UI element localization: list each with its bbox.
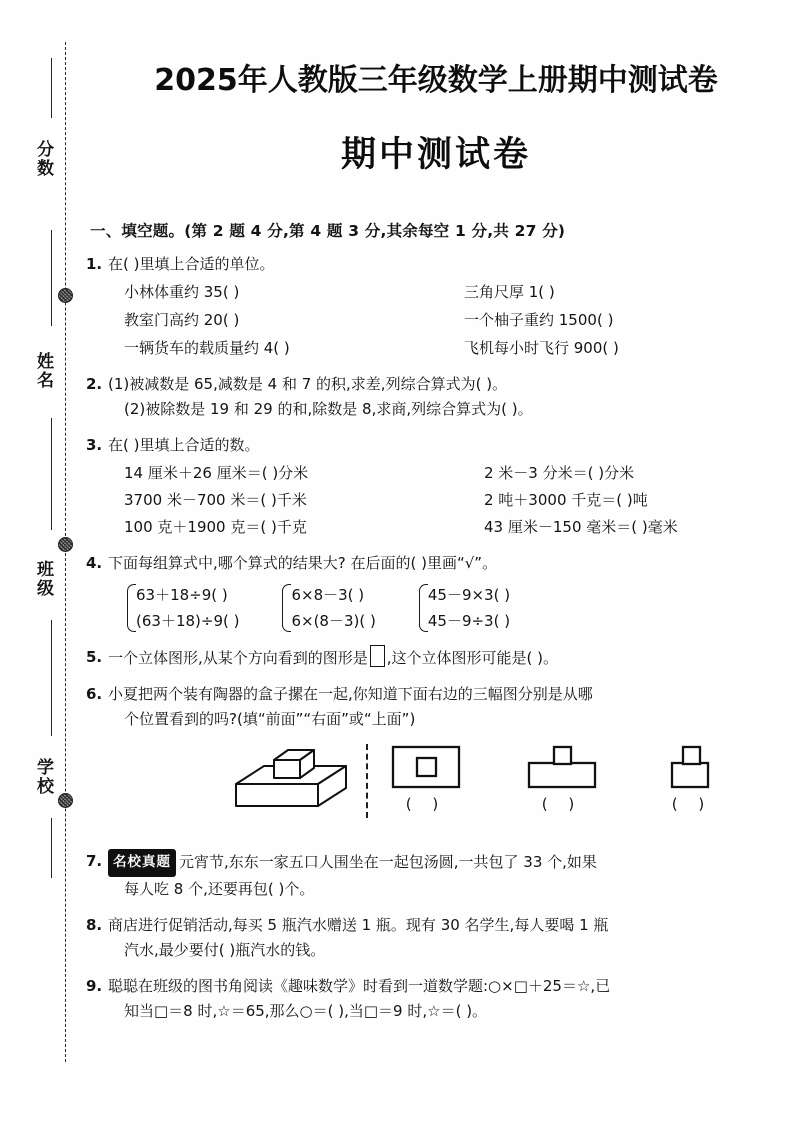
sidebar-rule	[51, 418, 52, 530]
seal-mark-icon	[58, 793, 73, 808]
front-view-icon	[526, 744, 598, 790]
question-1	[86, 252, 786, 361]
view-top	[390, 744, 462, 817]
view-front	[526, 744, 598, 817]
question-4	[86, 551, 786, 634]
binding-sidebar	[0, 0, 78, 1122]
sidebar-label-score: 分数	[33, 140, 53, 178]
question-line: 汽水,最少要付( )瓶汽水的钱。	[124, 941, 326, 959]
shape-rectangle-icon	[370, 645, 385, 667]
expression: 63＋18÷9( )	[136, 586, 228, 604]
question-number: 2.	[86, 375, 103, 393]
unit-item: 一辆货车的载质量约 4( )	[124, 339, 290, 357]
conversion-item: 100 克＋1900 克＝( )千克	[124, 518, 307, 536]
question-text: 元宵节,东东一家五口人围坐在一起包汤圆,一共包了 33 个,如果	[179, 853, 597, 871]
view-figures	[390, 744, 722, 817]
answer-parenthesis: ( )	[541, 795, 583, 813]
sidebar-rule	[51, 230, 52, 326]
conversion-item: 3700 米－700 米＝( )千米	[124, 491, 307, 509]
binding-dashed-line	[65, 42, 66, 1062]
question-number: 1.	[86, 255, 103, 273]
question-5	[86, 645, 786, 671]
answer-parenthesis: ( )	[405, 795, 447, 813]
page-title: 期中测试卷	[340, 135, 531, 175]
question-stem: 在( )里填上合适的数。	[108, 436, 260, 454]
seal-mark-icon	[58, 537, 73, 552]
view-right	[662, 744, 722, 817]
unit-item: 教室门高约 20( )	[124, 311, 240, 329]
question-number: 5.	[86, 648, 103, 666]
unit-fill-grid	[108, 279, 786, 361]
expression: 45－9×3( )	[427, 586, 511, 604]
section-heading: 一、填空题。(第 2 题 4 分,第 4 题 3 分,其余每空 1 分,共 27 分)	[90, 222, 566, 240]
sidebar-label-school: 学校	[33, 758, 53, 796]
solid-figure-icon	[226, 744, 356, 816]
brace-group	[124, 582, 239, 634]
left-brace-icon	[279, 582, 290, 634]
figure-divider	[366, 744, 368, 818]
question-line: (2)被除数是 19 和 29 的和,除数是 8,求商,列综合算式为( )。	[124, 400, 533, 418]
paper-content	[86, 0, 786, 1024]
question-stem: 在( )里填上合适的单位。	[108, 255, 275, 273]
unit-item: 三角尺厚 1( )	[464, 283, 555, 301]
question-line: 知当□＝8 时,☆＝65,那么○＝( ),当□＝9 时,☆＝( )。	[124, 1002, 488, 1020]
brace-groups	[108, 582, 786, 634]
question-7	[86, 849, 786, 902]
status-badge: 名校真题	[108, 849, 176, 877]
question-line: (1)被减数是 65,减数是 4 和 7 的积,求差,列综合算式为( )。	[108, 375, 508, 393]
question-number: 8.	[86, 916, 103, 934]
question-3	[86, 433, 786, 540]
brace-group	[279, 582, 375, 634]
question-6	[86, 682, 786, 838]
question-6-figures	[108, 742, 786, 838]
conversion-item: 2 吨＋3000 千克＝( )吨	[484, 491, 648, 509]
expression: 6×8－3( )	[291, 586, 365, 604]
sidebar-rule	[51, 818, 52, 878]
question-line: 小夏把两个装有陶器的盒子摞在一起,你知道下面右边的三幅图分别是从哪	[108, 685, 593, 703]
question-number: 9.	[86, 977, 103, 995]
question-number: 4.	[86, 554, 103, 572]
brace-group	[416, 582, 510, 634]
question-number: 3.	[86, 436, 103, 454]
question-line: 商店进行促销活动,每买 5 瓶汽水赠送 1 瓶。现有 30 名学生,每人要喝 1 瓶	[108, 916, 609, 934]
expression: (63＋18)÷9( )	[136, 612, 240, 630]
unit-item: 小林体重约 35( )	[124, 283, 240, 301]
question-line	[108, 645, 786, 671]
sidebar-label-class: 班级	[33, 560, 53, 598]
question-line: 每人吃 8 个,还要再包( )个。	[124, 880, 315, 898]
sidebar-rule	[51, 620, 52, 736]
top-view-icon	[390, 744, 462, 790]
question-9	[86, 974, 786, 1024]
conversion-item: 14 厘米＋26 厘米＝( )分米	[124, 464, 309, 482]
question-line: 聪聪在班级的图书角阅读《趣味数学》时看到一道数学题:○×□＋25＝☆,已	[108, 977, 611, 995]
left-brace-icon	[124, 582, 135, 634]
question-8	[86, 913, 786, 963]
conversion-grid	[108, 460, 786, 540]
document-title: 2025年人教版三年级数学上册期中测试卷	[154, 63, 718, 98]
question-line	[108, 849, 786, 877]
expression: 45－9÷3( )	[427, 612, 511, 630]
unit-item: 一个柚子重约 1500( )	[464, 311, 614, 329]
expression: 6×(8－3)( )	[291, 612, 376, 630]
question-number: 6.	[86, 685, 103, 703]
right-view-icon	[662, 744, 722, 790]
question-text-part1: 一个立体图形,从某个方向看到的图形是	[108, 649, 368, 667]
unit-item: 飞机每小时飞行 900( )	[464, 339, 619, 357]
seal-mark-icon	[58, 288, 73, 303]
answer-parenthesis: ( )	[671, 795, 713, 813]
conversion-item: 43 厘米－150 毫米＝( )毫米	[484, 518, 678, 536]
sidebar-rule	[51, 58, 52, 118]
question-line: 个位置看到的吗?(填“前面”“右面”或“上面”)	[124, 710, 416, 728]
left-brace-icon	[416, 582, 427, 634]
sidebar-label-name: 姓名	[33, 352, 53, 390]
question-number: 7.	[86, 852, 103, 870]
question-stem: 下面每组算式中,哪个算式的结果大? 在后面的( )里画“√”。	[108, 554, 498, 572]
conversion-item: 2 米－3 分米＝( )分米	[484, 464, 635, 482]
question-2	[86, 372, 786, 422]
question-text-part2: ,这个立体图形可能是( )。	[386, 649, 559, 667]
